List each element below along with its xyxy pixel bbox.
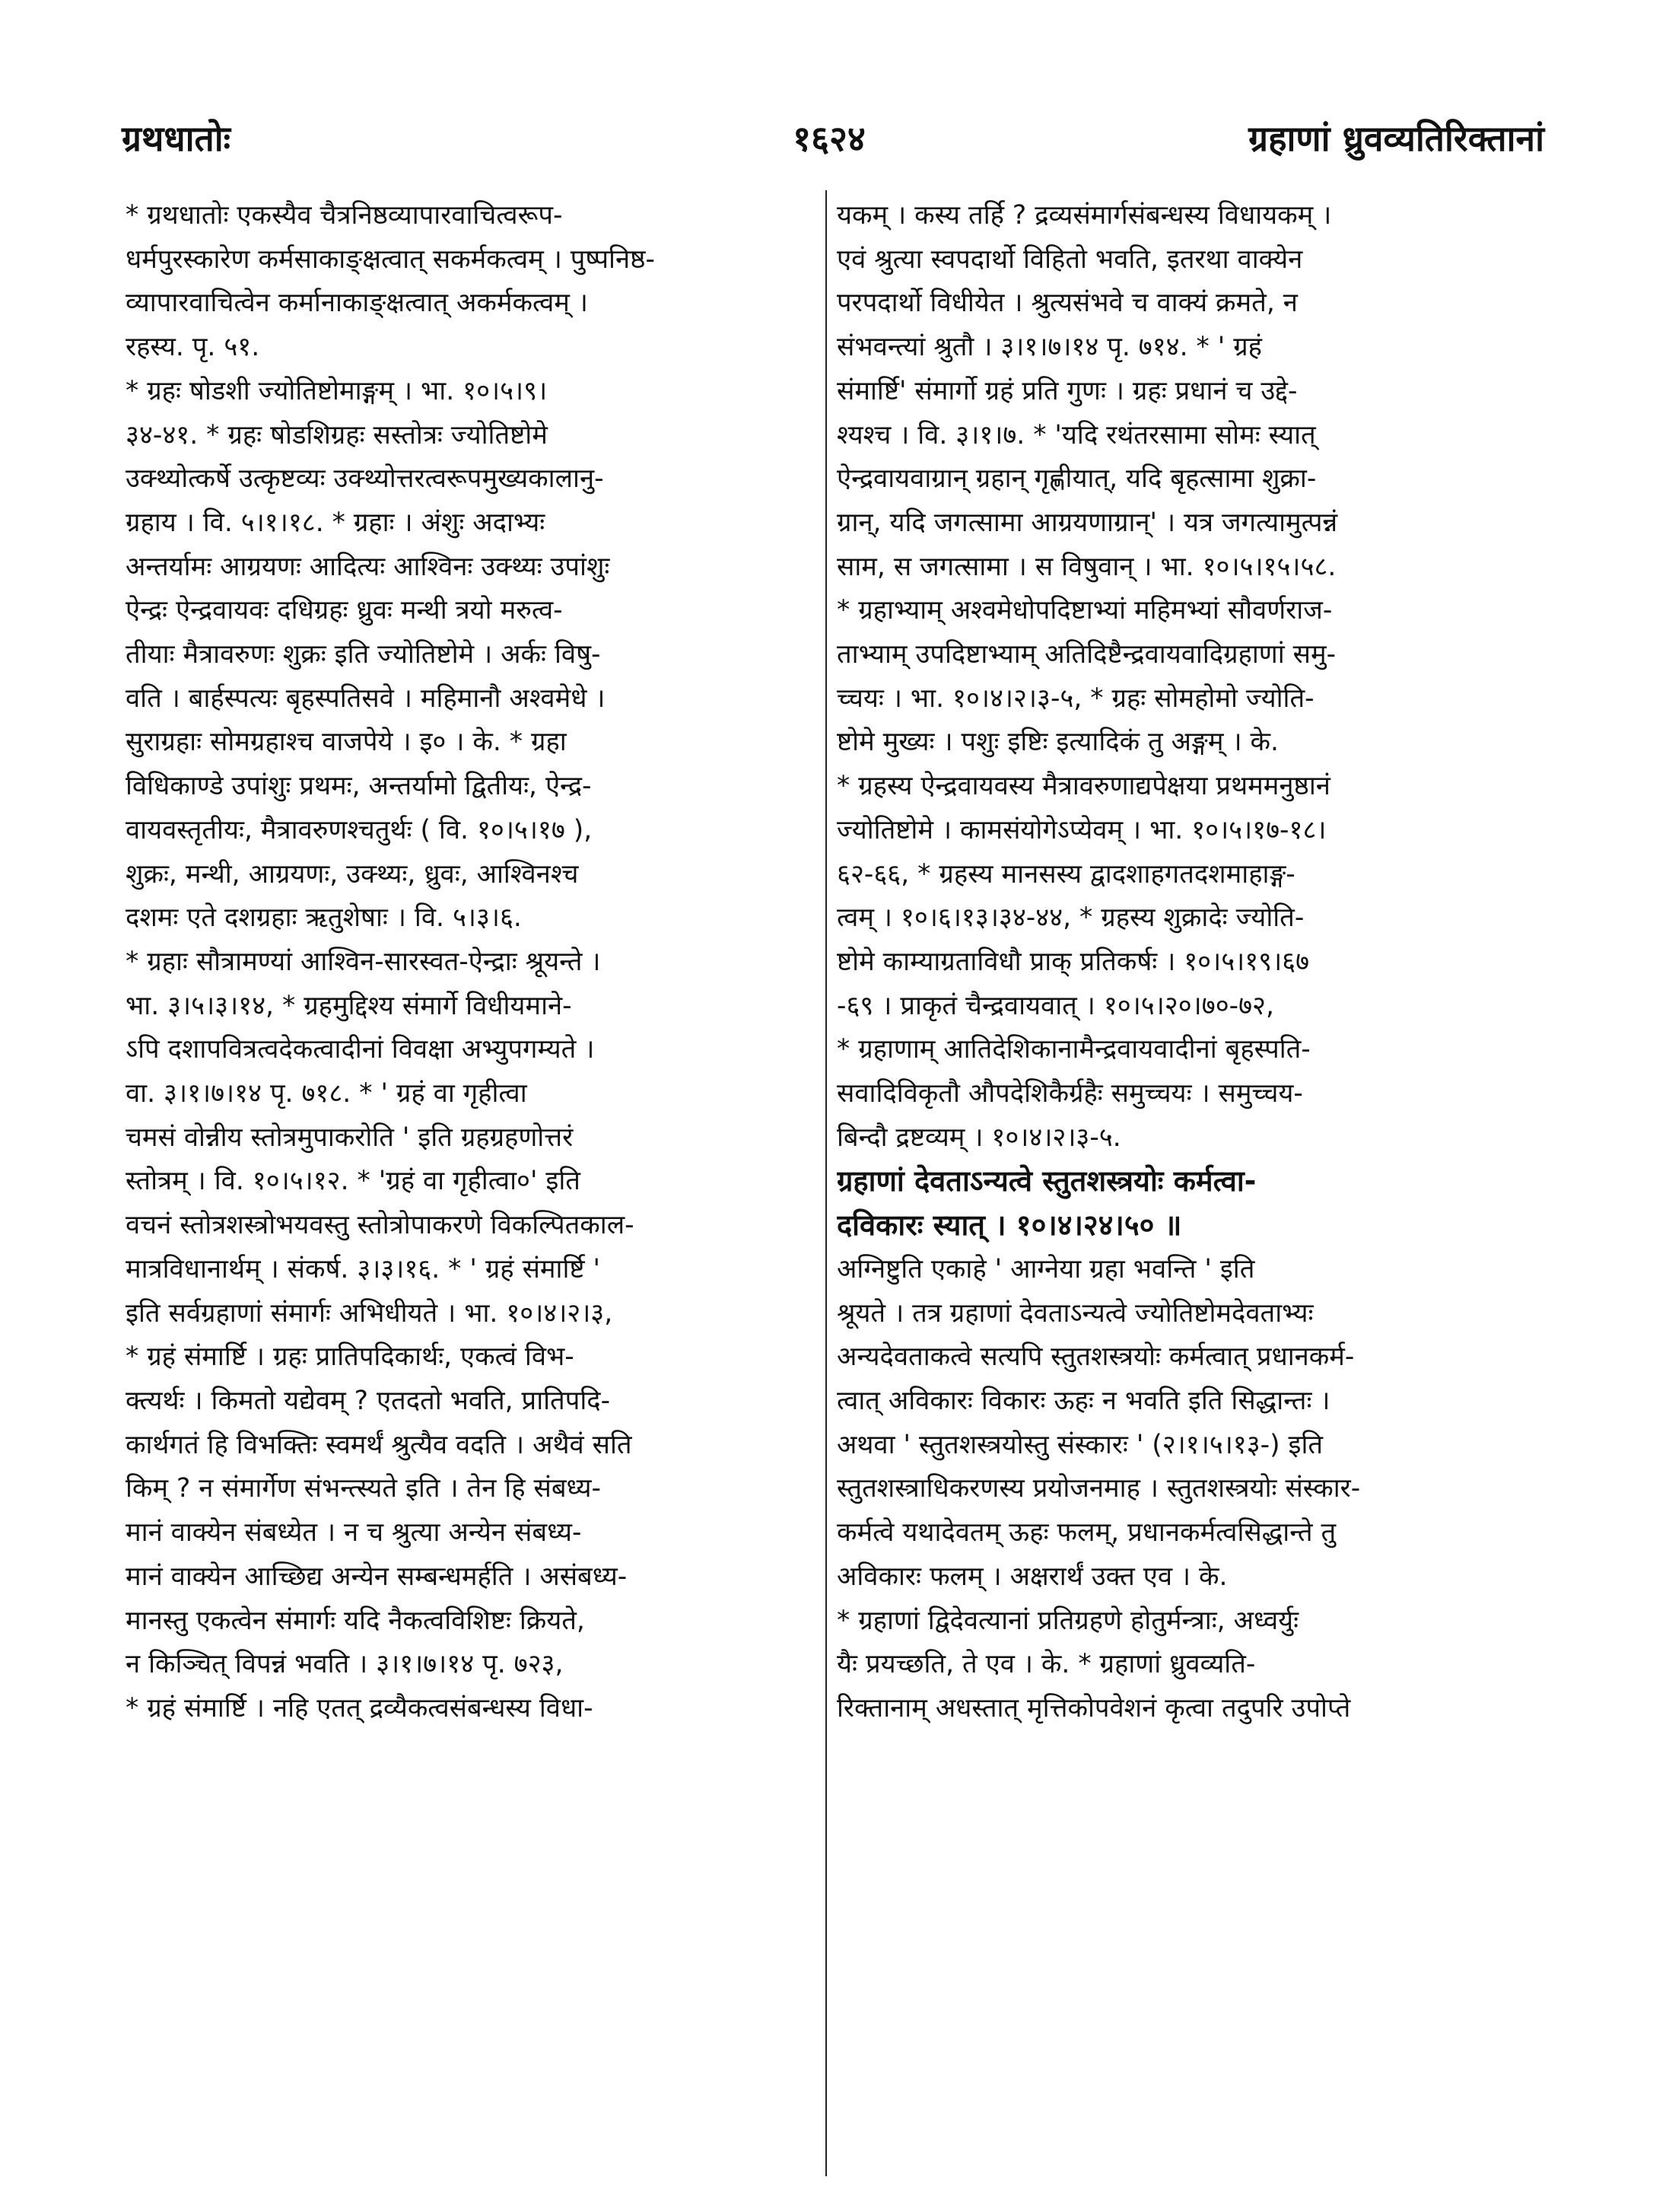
text-line: वायवस्तृतीयः, मैत्रावरुणश्चतुर्थः ( वि. १०।५।१७ ), — [126, 814, 593, 845]
text-line: अन्यदेवताकत्वे सत्यपि स्तुतशस्त्रयोः कर्मत्वात् प्रधानकर्म- — [837, 1342, 1355, 1373]
text-line: -६९ । प्राकृतं चैन्द्रवायवात् । १०।५।२०।७०-७२, — [837, 990, 1274, 1021]
text-line: ऽपि दशापवित्रत्वदेकत्वादीनां विवक्षा अभ्युपगम्यते । — [126, 1034, 595, 1065]
text-line: मानं वाक्येन आच्छिद्य अन्येन सम्बन्धमर्हति । असंबध्य- — [126, 1561, 628, 1592]
text-line: अविकारः फलम् । अक्षरार्थं उक्त एव । के. — [837, 1561, 1228, 1592]
text-line: भा. ३।५।३।१४, * ग्रहमुद्दिश्य संमार्गे विधीयमाने- — [126, 990, 572, 1021]
text-line: ऐन्द्रवायवाग्रान् ग्रहान् गृह्णीयात्, यदि बृहत्सामा शुक्रा- — [837, 463, 1317, 495]
text-line: यकम् । कस्य तर्हि ? द्रव्यसंमार्गसंबन्धस्य विधायकम् । — [837, 200, 1332, 231]
text-line: * ग्रहाभ्याम् अश्वमेधोपदिष्टाभ्यां महिमभ्यां सौवर्णराज- — [837, 595, 1333, 626]
text-line: कार्थगतं हि विभक्तिः स्वमर्थं श्रुत्यैव वदति । अथैवं सति — [126, 1429, 632, 1460]
text-line: यैः प्रयच्छति, ते एव । के. * ग्रहाणां ध्रुवव्यति- — [837, 1649, 1256, 1680]
text-line: रहस्य. पृ. ५१. — [126, 332, 260, 363]
text-line: साम, स जगत्सामा । स विषुवान् । भा. १०।५।१५।५८. — [837, 551, 1337, 582]
text-line: * ग्रहं संमार्ष्टि । नहि एतत् द्रव्यैकत्वसंबन्धस्य विधा- — [126, 1692, 593, 1723]
page-number: १६२४ — [793, 118, 866, 159]
left-column — [126, 194, 810, 2172]
text-line: विधिकाण्डे उपांशुः प्रथमः, अन्तर्यामो द्वितीयः, ऐन्द्र- — [126, 771, 592, 802]
text-line: क्त्यर्थः । किमतो यद्येवम् ? एतदतो भवति, प्रातिपदि- — [126, 1385, 611, 1416]
text-line: न किञ्चित् विपन्नं भवति । ३।१।७।१४ पृ. ७२३, — [126, 1649, 564, 1680]
text-line: सवादिविकृतौ औपदेशिकैर्ग्रहैः समुच्चयः । समुच्चय- — [837, 1078, 1303, 1109]
text-line: ग्रान्, यदि जगत्सामा आग्रयणाग्रान्' । यत्र जगत्यामुत्पन्नं — [837, 507, 1338, 538]
text-line: ष्टोमे मुख्यः । पशुः इष्टिः इत्यादिकं तु अङ्गम् । के. — [837, 727, 1279, 758]
text-line: बिन्दौ द्रष्टव्यम् । १०।४।२।३-५. — [837, 1122, 1121, 1153]
text-line: अग्निष्टुति एकाहे ' आग्नेया ग्रहा भवन्ति ' इति — [837, 1253, 1255, 1284]
text-line: * ग्रहः षोडशी ज्योतिष्टोमाङ्गम् । भा. १०।५।९। — [126, 375, 548, 406]
text-line: वचनं स्तोत्रशस्त्रोभयवस्तु स्तोत्रोपाकरणे विकल्पितकाल- — [126, 1210, 634, 1241]
text-line: ज्योतिष्टोमे । कामसंयोगेऽप्येवम् । भा. १०।५।१७-१८। — [837, 814, 1327, 845]
text-line: शुक्रः, मन्थी, आग्रयणः, उक्थ्यः, ध्रुवः, आश्विनश्च — [126, 858, 579, 890]
text-line: ष्टोमे काम्याग्रताविधौ प्राक् प्रतिकर्षः । १०।५।१९।६७ — [837, 946, 1310, 977]
text-line: ताभ्याम् उपदिष्टाभ्याम् अतिदिष्टैन्द्रवायवादिग्रहाणां समु- — [837, 639, 1337, 670]
text-line: ग्रहाय । वि. ५।१।१८. * ग्रहाः । अंशुः अदाभ्यः — [126, 507, 545, 538]
text-line: ३४-४१. * ग्रहः षोडशिग्रहः सस्तोत्रः ज्योतिष्टोमे — [126, 419, 548, 450]
text-line: कर्मत्वे यथादेवतम् ऊहः फलम्, प्रधानकर्मत्वसिद्धान्ते तु — [837, 1517, 1337, 1548]
page-header — [114, 114, 1544, 175]
text-line: मात्रविधानार्थम् । संकर्ष. ३।३।१६. * ' ग्रहं संमार्ष्टि ' — [126, 1253, 601, 1284]
text-line: परपदार्थो विधीयेत । श्रुत्यसंभवे च वाक्यं क्रमते, न — [837, 288, 1298, 319]
text-line: संमार्ष्टि' संमार्गो ग्रहं प्रति गुणः । ग्रहः प्रधानं च उद्दे- — [837, 375, 1298, 406]
text-line: * ग्रहाणां द्विदेवत्यानां प्रतिग्रहणे होतुर्मन्त्राः, अध्वर्युः — [837, 1605, 1299, 1636]
text-line: तीयाः मैत्रावरुणः शुक्रः इति ज्योतिष्टोमे । अर्कः विषु- — [126, 639, 601, 670]
text-line: संभवन्त्यां श्रुतौ । ३।१।७।१४ पृ. ७१४. * ' ग्रहं — [837, 332, 1262, 363]
text-line: * ग्रहाणाम् आतिदेशिकानामैन्द्रवायवादीनां बृहस्पति- — [837, 1034, 1311, 1065]
text-line: धर्मपुरस्कारेण कर्मसाकाङ्क्षत्वात् सकर्मकत्वम् । पुष्पनिष्ठ- — [126, 243, 655, 275]
text-line: श्यश्च । वि. ३।१।७. * 'यदि रथंतरसामा सोमः स्यात् — [837, 419, 1316, 450]
running-head-right: ग्रहाणां ध्रुवव्यतिरिक्तानां — [1248, 118, 1544, 159]
text-line: वति । बार्हस्पत्यः बृहस्पतिसवे । महिमानौ अश्वमेधे । — [126, 683, 606, 714]
text-line: * ग्रहस्य ऐन्द्रवायवस्य मैत्रावरुणाद्यपेक्षया प्रथममनुष्ठानं — [837, 771, 1330, 802]
running-head-left: ग्रथधातोः — [122, 118, 230, 159]
text-line: स्तुतशस्त्राधिकरणस्य प्रयोजनमाह । स्तुतशस्त्रयोः संस्कार- — [837, 1473, 1361, 1504]
text-line: चमसं वोन्नीय स्तोत्रमुपाकरोति ' इति ग्रहग्रहणोत्तरं — [126, 1122, 574, 1153]
text-line: व्यापारवाचित्वेन कर्मानाकाङ्क्षत्वात् अकर्मकत्वम् । — [126, 288, 588, 319]
sutra-line: ग्रहाणां देवताऽन्यत्वे स्तुतशस्त्रयोः कर्मत्वा- — [837, 1164, 1257, 1198]
text-line: श्रूयते । तत्र ग्रहाणां देवताऽन्यत्वे ज्योतिष्टोमदेवताभ्यः — [837, 1297, 1314, 1329]
text-line: उक्थ्योत्कर्षे उत्कृष्टव्यः उक्थ्योत्तरत्वरूपमुख्यकालानु- — [126, 463, 604, 495]
text-line: च्चयः । भा. १०।४।२।३-५, * ग्रहः सोमहोमो ज्योति- — [837, 683, 1315, 714]
text-line: एवं श्रुत्या स्वपदार्थो विहितो भवति, इतरथा वाक्येन — [837, 243, 1303, 275]
text-line: दशमः एते दशग्रहाः ऋतुशेषाः । वि. ५।३।६. — [126, 902, 522, 934]
text-line: इति सर्वग्रहाणां संमार्गः अभिधीयते । भा. १०।४।२।३, — [126, 1297, 613, 1329]
text-line: अथवा ' स्तुतशस्त्रयोस्तु संस्कारः ' (२।१।५।१३-) इति — [837, 1429, 1324, 1460]
text-line: त्वम् । १०।६।१३।३४-४४, * ग्रहस्य शुक्रादेः ज्योति- — [837, 902, 1305, 934]
text-line: ६२-६६, * ग्रहस्य मानसस्य द्वादशाहगतदशमाहाङ्ग- — [837, 858, 1295, 890]
sutra-line: दविकारः स्यात् । १०।४।२४।५० ॥ — [837, 1208, 1182, 1243]
text-line: रिक्तानाम् अधस्तात् मृत्तिकोपवेशनं कृत्वा तदुपरि उपोप्ते — [837, 1692, 1351, 1723]
text-line: स्तोत्रम् । वि. १०।५।१२. * 'ग्रहं वा गृहीत्वा०' इति — [126, 1166, 580, 1197]
column-divider — [825, 190, 827, 2176]
text-line: * ग्रथधातोः एकस्यैव चैत्रनिष्ठव्यापारवाचित्वरूप- — [126, 200, 563, 231]
text-line: * ग्रहं संमार्ष्टि । ग्रहः प्रातिपदिकार्थः, एकत्वं विभ- — [126, 1342, 574, 1373]
right-column — [837, 194, 1533, 2172]
text-line: सुराग्रहाः सोमग्रहाश्च वाजपेये । इ० । के. * ग्रहा — [126, 727, 567, 758]
text-line: मानं वाक्येन संबध्येत । न च श्रुत्या अन्येन संबध्य- — [126, 1517, 582, 1548]
text-line: वा. ३।१।७।१४ पृ. ७१८. * ' ग्रहं वा गृहीत्वा — [126, 1078, 527, 1109]
text-line: * ग्रहाः सौत्रामण्यां आश्विन-सारस्वत-ऐन्द्राः श्रूयन्ते । — [126, 946, 601, 977]
text-line: किम् ? न संमार्गेण संभन्त्स्यते इति । तेन हि संबध्य- — [126, 1473, 601, 1504]
text-line: मानस्तु एकत्वेन संमार्गः यदि नैकत्वविशिष्टः क्रियते, — [126, 1605, 585, 1636]
text-line: ऐन्द्रः ऐन्द्रवायवः दधिग्रहः ध्रुवः मन्थी त्रयो मरुत्व- — [126, 595, 563, 626]
text-line: त्वात् अविकारः विकारः ऊहः न भवति इति सिद्धान्तः । — [837, 1385, 1330, 1416]
text-line: अन्तर्यामः आग्रयणः आदित्यः आश्विनः उक्थ्यः उपांशुः — [126, 551, 610, 582]
